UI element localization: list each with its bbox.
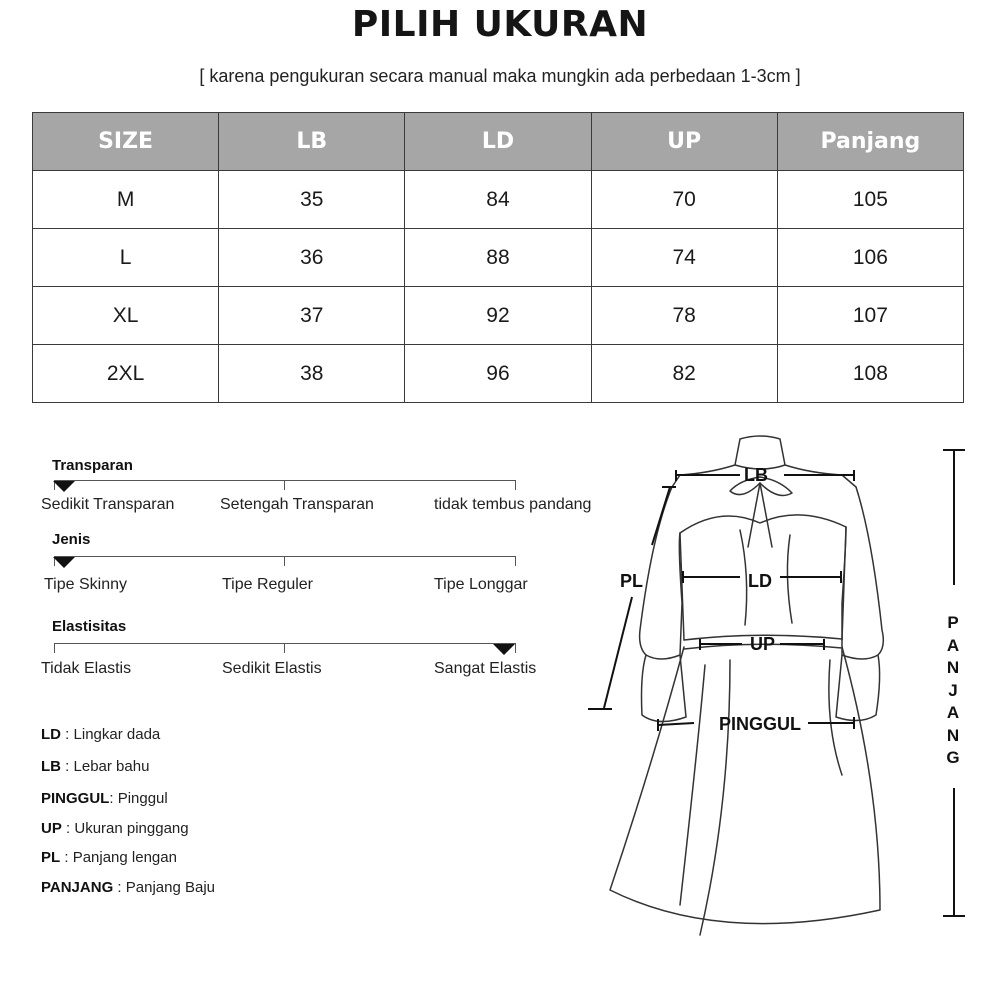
page-title: PILIH UKURAN bbox=[351, 4, 649, 45]
cell-size: XL bbox=[33, 287, 219, 345]
header-lb: LB bbox=[219, 113, 405, 171]
panjang-bar-bottom bbox=[953, 788, 955, 916]
cell-panjang: 107 bbox=[777, 287, 963, 345]
header-up: UP bbox=[591, 113, 777, 171]
legend-lb: LB : Lebar bahu bbox=[41, 758, 150, 775]
label-up: UP bbox=[750, 634, 776, 654]
scale-label: tidak tembus pandang bbox=[434, 496, 592, 513]
cell-lb: 35 bbox=[219, 171, 405, 229]
scale-marker bbox=[53, 557, 75, 568]
scale-marker bbox=[493, 644, 515, 655]
header-size: SIZE bbox=[33, 113, 219, 171]
cell-panjang: 108 bbox=[777, 345, 963, 403]
panjang-bar-top bbox=[953, 450, 955, 585]
cell-up: 74 bbox=[591, 229, 777, 287]
scale-tick bbox=[515, 643, 516, 653]
table-row bbox=[33, 229, 964, 287]
cell-lb: 36 bbox=[219, 229, 405, 287]
cell-ld: 96 bbox=[405, 345, 591, 403]
cell-ld: 88 bbox=[405, 229, 591, 287]
scale-label: Sangat Elastis bbox=[434, 660, 537, 677]
scale-tick bbox=[284, 480, 285, 490]
label-pl: PL bbox=[620, 571, 644, 591]
label-pinggul: PINGGUL bbox=[719, 714, 802, 734]
panjang-label bbox=[940, 612, 966, 770]
scale-line bbox=[54, 556, 516, 557]
table-header-row bbox=[33, 113, 964, 171]
scale-title: Elastisitas bbox=[52, 618, 127, 635]
cell-panjang: 106 bbox=[777, 229, 963, 287]
legend-ld: LD : Lingkar dada bbox=[41, 726, 161, 743]
cell-ld: 84 bbox=[405, 171, 591, 229]
cell-lb: 38 bbox=[219, 345, 405, 403]
cell-size: L bbox=[33, 229, 219, 287]
dress-illustration bbox=[580, 425, 910, 970]
scale-title: Transparan bbox=[52, 457, 133, 474]
label-ld: LD bbox=[748, 571, 772, 591]
scale-label: Tidak Elastis bbox=[41, 660, 132, 677]
size-table bbox=[32, 112, 964, 403]
header-ld: LD bbox=[405, 113, 591, 171]
legend-pl: PL : Panjang lengan bbox=[41, 849, 177, 866]
table-row bbox=[33, 287, 964, 345]
label-lb: LB bbox=[744, 465, 768, 485]
legend-up: UP : Ukuran pinggang bbox=[41, 820, 189, 837]
scale-line bbox=[54, 480, 516, 481]
panjang-letter: P A N J A N G bbox=[946, 613, 960, 767]
scale-label: Sedikit Transparan bbox=[41, 496, 175, 513]
cell-up: 78 bbox=[591, 287, 777, 345]
scale-marker bbox=[53, 481, 75, 492]
scale-tick bbox=[284, 556, 285, 566]
table-row bbox=[33, 171, 964, 229]
scale-tick bbox=[54, 643, 55, 653]
table-row bbox=[33, 345, 964, 403]
cell-up: 70 bbox=[591, 171, 777, 229]
legend-panjang: PANJANG : Panjang Baju bbox=[41, 879, 215, 896]
scale-title: Jenis bbox=[52, 531, 91, 548]
cell-ld: 92 bbox=[405, 287, 591, 345]
cell-panjang: 105 bbox=[777, 171, 963, 229]
scale-tick bbox=[515, 556, 516, 566]
page-subtitle: [ karena pengukuran secara manual maka mungkin ada perbedaan 1-3cm ] bbox=[199, 66, 801, 86]
scale-tick bbox=[515, 480, 516, 490]
panjang-bottom-cap bbox=[943, 915, 965, 917]
scale-label: Sedikit Elastis bbox=[222, 660, 322, 677]
scale-line bbox=[54, 643, 516, 644]
cell-lb: 37 bbox=[219, 287, 405, 345]
cell-size: 2XL bbox=[33, 345, 219, 403]
cell-up: 82 bbox=[591, 345, 777, 403]
cell-size: M bbox=[33, 171, 219, 229]
scale-label: Tipe Longgar bbox=[434, 576, 528, 593]
scale-tick bbox=[284, 643, 285, 653]
scale-label: Setengah Transparan bbox=[220, 496, 374, 513]
scale-label: Tipe Skinny bbox=[44, 576, 127, 593]
pl-end-cap bbox=[588, 708, 612, 710]
scale-label: Tipe Reguler bbox=[222, 576, 314, 593]
legend-pinggul: PINGGUL: Pinggul bbox=[41, 790, 168, 807]
header-panjang: Panjang bbox=[777, 113, 963, 171]
